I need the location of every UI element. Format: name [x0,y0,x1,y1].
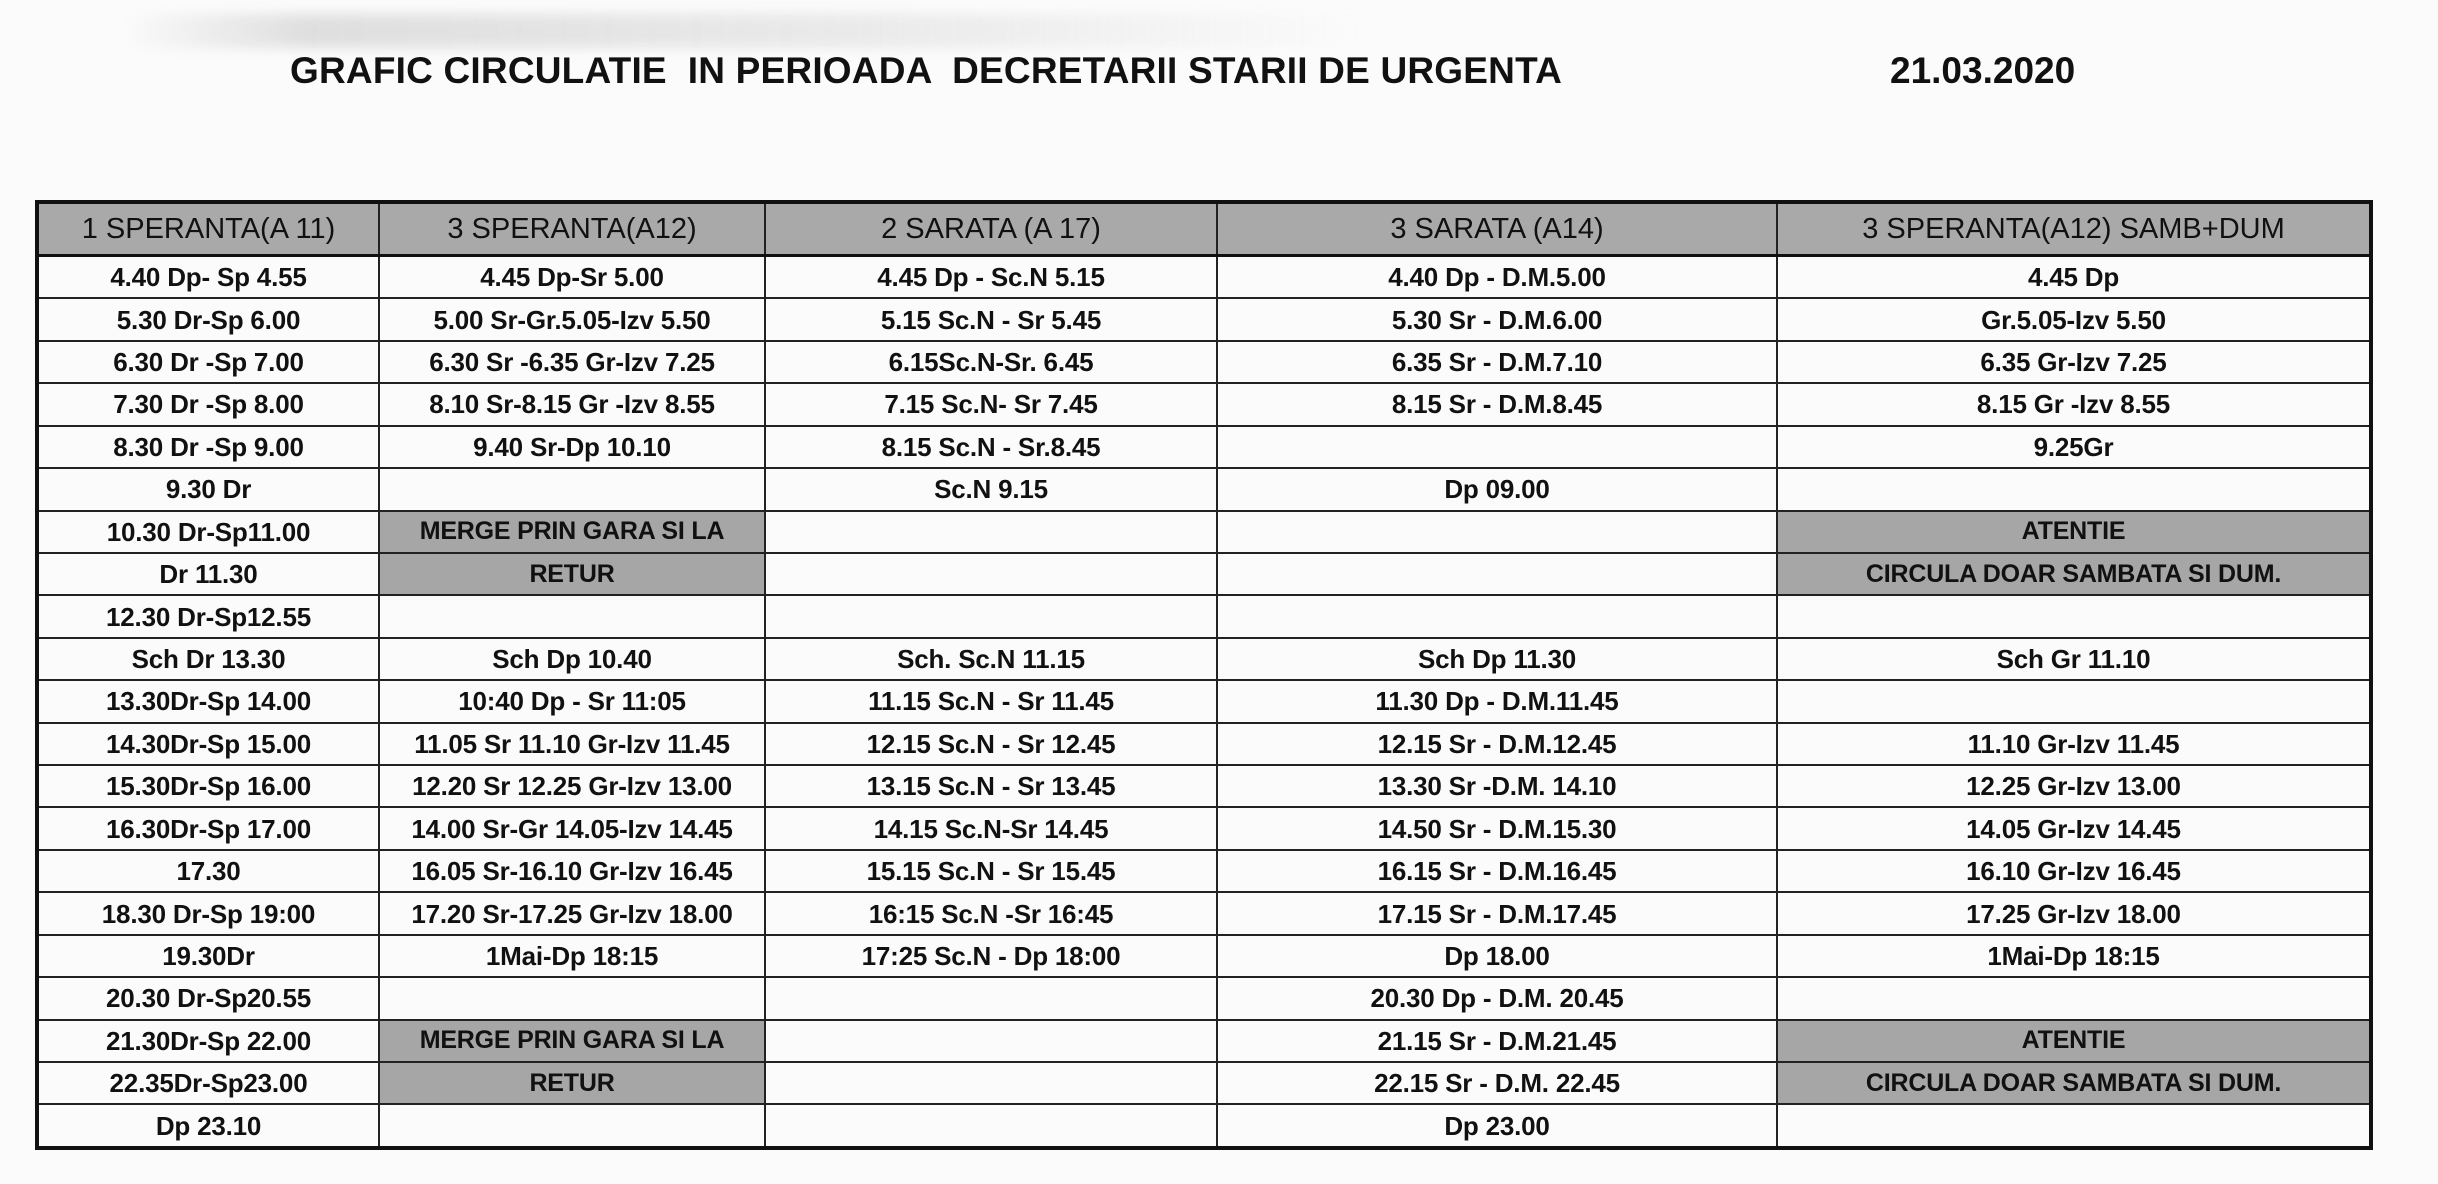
column-header: 3 SPERANTA(A12) [379,202,765,256]
table-cell [765,977,1217,1019]
table-cell: 1Mai-Dp 18:15 [1777,935,2371,977]
table-cell: 11.15 Sc.N - Sr 11.45 [765,680,1217,722]
table-cell: 8.10 Sr-8.15 Gr -Izv 8.55 [379,383,765,425]
table-cell: 17.25 Gr-Izv 18.00 [1777,892,2371,934]
table-cell: Sch Dr 13.30 [37,638,379,680]
table-cell: 10.30 Dr-Sp11.00 [37,511,379,553]
table-cell: 21.30Dr-Sp 22.00 [37,1020,379,1062]
table-cell: 13.30Dr-Sp 14.00 [37,680,379,722]
column-header: 2 SARATA (A 17) [765,202,1217,256]
table-cell [1777,1104,2371,1148]
table-cell: 22.15 Sr - D.M. 22.45 [1217,1062,1777,1104]
notice-cell: RETUR [379,1062,765,1104]
table-row [37,256,2371,299]
table-cell: 4.45 Dp - Sc.N 5.15 [765,256,1217,299]
table-cell: 21.15 Sr - D.M.21.45 [1217,1020,1777,1062]
column-header: 3 SARATA (A14) [1217,202,1777,256]
table-cell: Sc.N 9.15 [765,468,1217,510]
document-title: GRAFIC CIRCULATIE IN PERIOADA DECRETARII STARII DE URGENTA [290,50,1563,91]
table-cell: Gr.5.05-Izv 5.50 [1777,298,2371,340]
table-cell: 8.15 Sc.N - Sr.8.45 [765,426,1217,468]
table-cell [1777,595,2371,637]
table-cell: 22.35Dr-Sp23.00 [37,1062,379,1104]
table-cell: 20.30 Dr-Sp20.55 [37,977,379,1019]
notice-cell: ATENTIE [1777,511,2371,553]
table-cell: 8.15 Gr -Izv 8.55 [1777,383,2371,425]
table-cell: 6.15Sc.N-Sr. 6.45 [765,341,1217,383]
table-row [37,1020,2371,1062]
table-cell: 13.30 Sr -D.M. 14.10 [1217,765,1777,807]
table-cell: Sch. Sc.N 11.15 [765,638,1217,680]
table-cell: 16.30Dr-Sp 17.00 [37,807,379,849]
table-cell [379,595,765,637]
table-cell: 12.15 Sc.N - Sr 12.45 [765,723,1217,765]
table-cell: 9.30 Dr [37,468,379,510]
table-cell [765,595,1217,637]
table-cell: 4.40 Dp - D.M.5.00 [1217,256,1777,299]
notice-cell: MERGE PRIN GARA SI LA [379,511,765,553]
table-row [37,1104,2371,1148]
document-date: 21.03.2020 [1890,50,2076,91]
table-cell: 9.25Gr [1777,426,2371,468]
table-cell: 6.35 Gr-Izv 7.25 [1777,341,2371,383]
table-cell: 12.15 Sr - D.M.12.45 [1217,723,1777,765]
table-cell [379,977,765,1019]
table-cell [1777,977,2371,1019]
table-cell: 14.50 Sr - D.M.15.30 [1217,807,1777,849]
table-cell [1217,595,1777,637]
table-cell [379,468,765,510]
table-cell: 5.30 Sr - D.M.6.00 [1217,298,1777,340]
table-cell: 14.15 Sc.N-Sr 14.45 [765,807,1217,849]
scan-smudge [120,14,1370,48]
table-cell: 1Mai-Dp 18:15 [379,935,765,977]
table-cell: Sch Gr 11.10 [1777,638,2371,680]
table-row [37,298,2371,340]
table-row [37,935,2371,977]
table-cell: 17:25 Sc.N - Dp 18:00 [765,935,1217,977]
table-cell: 15.15 Sc.N - Sr 15.45 [765,850,1217,892]
table-row [37,553,2371,595]
table-row [37,765,2371,807]
table-cell [379,1104,765,1148]
table-cell: 16.15 Sr - D.M.16.45 [1217,850,1777,892]
table-cell: 14.05 Gr-Izv 14.45 [1777,807,2371,849]
table-cell: 6.35 Sr - D.M.7.10 [1217,341,1777,383]
notice-cell: CIRCULA DOAR SAMBATA SI DUM. [1777,1062,2371,1104]
table-cell: 4.45 Dp-Sr 5.00 [379,256,765,299]
table-cell [1777,468,2371,510]
table-cell [765,1104,1217,1148]
table-cell: Dr 11.30 [37,553,379,595]
table-row [37,977,2371,1019]
table-cell: 19.30Dr [37,935,379,977]
table-cell: 11.10 Gr-Izv 11.45 [1777,723,2371,765]
table-cell: 11.05 Sr 11.10 Gr-Izv 11.45 [379,723,765,765]
schedule-table [35,200,2373,1150]
table-cell [765,1020,1217,1062]
table-row [37,723,2371,765]
table-cell [765,1062,1217,1104]
table-cell: 16:15 Sc.N -Sr 16:45 [765,892,1217,934]
table-cell: 5.15 Sc.N - Sr 5.45 [765,298,1217,340]
table-cell: 13.15 Sc.N - Sr 13.45 [765,765,1217,807]
table-cell: Dp 23.00 [1217,1104,1777,1148]
table-cell: 16.10 Gr-Izv 16.45 [1777,850,2371,892]
notice-cell: RETUR [379,553,765,595]
table-cell [1217,426,1777,468]
table-cell [765,511,1217,553]
table-row [37,638,2371,680]
table-row [37,511,2371,553]
table-cell: 12.25 Gr-Izv 13.00 [1777,765,2371,807]
table-cell: Dp 18.00 [1217,935,1777,977]
table-cell: 11.30 Dp - D.M.11.45 [1217,680,1777,722]
table-cell: 17.20 Sr-17.25 Gr-Izv 18.00 [379,892,765,934]
table-cell: Sch Dp 11.30 [1217,638,1777,680]
header-row [37,202,2371,256]
table-cell: 4.40 Dp- Sp 4.55 [37,256,379,299]
table-cell [1217,511,1777,553]
table-cell: Sch Dp 10.40 [379,638,765,680]
table-row [37,807,2371,849]
table-cell: 17.15 Sr - D.M.17.45 [1217,892,1777,934]
table-cell: 6.30 Dr -Sp 7.00 [37,341,379,383]
table-row [37,341,2371,383]
table-row [37,383,2371,425]
column-header: 3 SPERANTA(A12) SAMB+DUM [1777,202,2371,256]
table-cell: 18.30 Dr-Sp 19:00 [37,892,379,934]
table-cell: 4.45 Dp [1777,256,2371,299]
table-cell [765,553,1217,595]
table-row [37,850,2371,892]
table-cell: Dp 09.00 [1217,468,1777,510]
table-cell: 15.30Dr-Sp 16.00 [37,765,379,807]
table-cell [1777,680,2371,722]
table-row [37,680,2371,722]
table-cell: 8.15 Sr - D.M.8.45 [1217,383,1777,425]
notice-cell: ATENTIE [1777,1020,2371,1062]
table-cell: 16.05 Sr-16.10 Gr-Izv 16.45 [379,850,765,892]
column-header: 1 SPERANTA(A 11) [37,202,379,256]
table-cell: 12.20 Sr 12.25 Gr-Izv 13.00 [379,765,765,807]
table-cell: 7.15 Sc.N- Sr 7.45 [765,383,1217,425]
table-cell: 6.30 Sr -6.35 Gr-Izv 7.25 [379,341,765,383]
table-row [37,892,2371,934]
table-cell: 7.30 Dr -Sp 8.00 [37,383,379,425]
notice-cell: CIRCULA DOAR SAMBATA SI DUM. [1777,553,2371,595]
table-cell: 17.30 [37,850,379,892]
table-cell [1217,553,1777,595]
table-cell: Dp 23.10 [37,1104,379,1148]
table-row [37,595,2371,637]
table-cell: 14.30Dr-Sp 15.00 [37,723,379,765]
schedule-body [37,256,2371,1149]
notice-cell: MERGE PRIN GARA SI LA [379,1020,765,1062]
table-cell: 20.30 Dp - D.M. 20.45 [1217,977,1777,1019]
table-row [37,468,2371,510]
table-cell: 14.00 Sr-Gr 14.05-Izv 14.45 [379,807,765,849]
table-row [37,426,2371,468]
table-cell: 5.00 Sr-Gr.5.05-Izv 5.50 [379,298,765,340]
table-row [37,1062,2371,1104]
table-cell: 12.30 Dr-Sp12.55 [37,595,379,637]
table-cell: 5.30 Dr-Sp 6.00 [37,298,379,340]
table-cell: 9.40 Sr-Dp 10.10 [379,426,765,468]
table-cell: 8.30 Dr -Sp 9.00 [37,426,379,468]
table-cell: 10:40 Dp - Sr 11:05 [379,680,765,722]
